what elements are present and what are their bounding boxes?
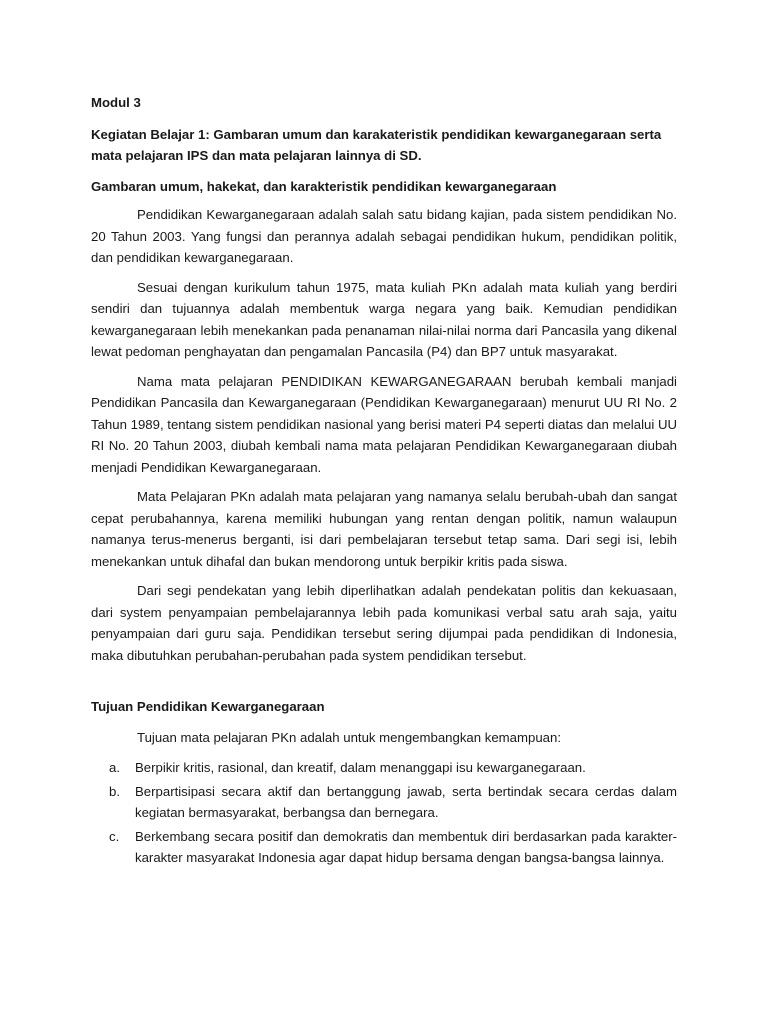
paragraph: Dari segi pendekatan yang lebih diperlihatkan adalah pendekatan politis dan kekuasaan, dari system penyampaian pembelajarannya lebih pada komunikasi verbal satu arah saja, yaitu penyampaian dari guru saja. Pendidikan tersebut sering dijumpai pada pendidikan di Indonesia, maka dibutuhkan perubahan-perubahan pada system pendidikan tersebut. — [91, 583, 677, 663]
module-title: Modul 3 — [91, 95, 141, 110]
list-marker: b. — [109, 783, 120, 799]
list-item-text: Berkembang secara positif dan demokratis dan membentuk diri berdasarkan pada karakter-karakter masyarakat Indonesia agar dapat hidup bersama dengan bangsa-bangsa lainnya. — [135, 828, 677, 865]
learning-activity-title: Kegiatan Belajar 1: Gambaran umum dan karakateristik pendidikan kewarganegaraan serta mata pelajaran IPS dan mata pelajaran lainnya di SD. — [91, 126, 662, 163]
document-page — [91, 92, 677, 871]
paragraph: Pendidikan Kewarganegaraan adalah salah satu bidang kajian, pada sistem pendidikan No. 20 Tahun 2003. Yang fungsi dan perannya adalah sebagai pendidikan hukum, pendidikan politik, dan pendidikan kewarganegaraan. — [91, 207, 677, 265]
goals-list — [91, 757, 677, 869]
paragraph: Nama mata pelajaran PENDIDIKAN KEWARGANEGARAAN berubah kembali manjadi Pendidikan Pancasila dan Kewarganegaraan (Pendidikan Kewarganegaraan) menurut UU RI No. 2 Tahun 1989, tentang sistem pendidikan nasional yang berisi materi P4 seperti diatas dan melalui UU RI No. 20 Tahun 2003, diubah kembali nama mata pelajaran Pendidikan Kewarganegaraan diubah menjadi Pendidikan Kewarganegaraan. — [91, 373, 677, 475]
list-marker: a. — [109, 760, 120, 775]
section-title-goals: Tujuan Pendidikan Kewarganegaraan — [91, 699, 325, 714]
list-item — [91, 781, 677, 824]
list-marker: c. — [109, 828, 120, 844]
list-item — [91, 757, 677, 779]
section-title-overview: Gambaran umum, hakekat, dan karakteristik pendidikan kewarganegaraan — [91, 178, 557, 194]
goals-intro: Tujuan mata pelajaran PKn adalah untuk mengembangkan kemampuan: — [137, 729, 561, 745]
paragraph: Mata Pelajaran PKn adalah mata pelajaran yang namanya selalu berubah-ubah dan sangat cepat perubahannya, karena memiliki hubungan yang rentan dengan politik, namun walaupun namanya terus-menerus berganti, isi dari pembelajaran tersebut tetap sama. Dari segi isi, lebih menekankan untuk dihafal dan bukan mendorong untuk berpikir kritis pada siswa. — [91, 489, 677, 569]
paragraph: Sesuai dengan kurikulum tahun 1975, mata kuliah PKn adalah mata kuliah yang berdiri sendiri dan tujuannya adalah membentuk warga negara yang baik. Kemudian pendidikan kewarganegaraan lebih menekankan pada penanaman nilai-nilai norma dari Pancasila yang dikenal lewat pedoman penghayatan dan pengamalan Pancasila (P4) dan BP7 untuk masyarakat. — [91, 279, 677, 359]
list-item-text: Berpartisipasi secara aktif dan bertanggung jawab, serta bertindak secara cerdas dalam kegiatan bermasyarakat, berbangsa dan bernegara. — [135, 783, 677, 820]
list-item-text: Berpikir kritis, rasional, dan kreatif, dalam menanggapi isu kewarganegaraan. — [135, 760, 586, 775]
list-item — [91, 826, 677, 869]
